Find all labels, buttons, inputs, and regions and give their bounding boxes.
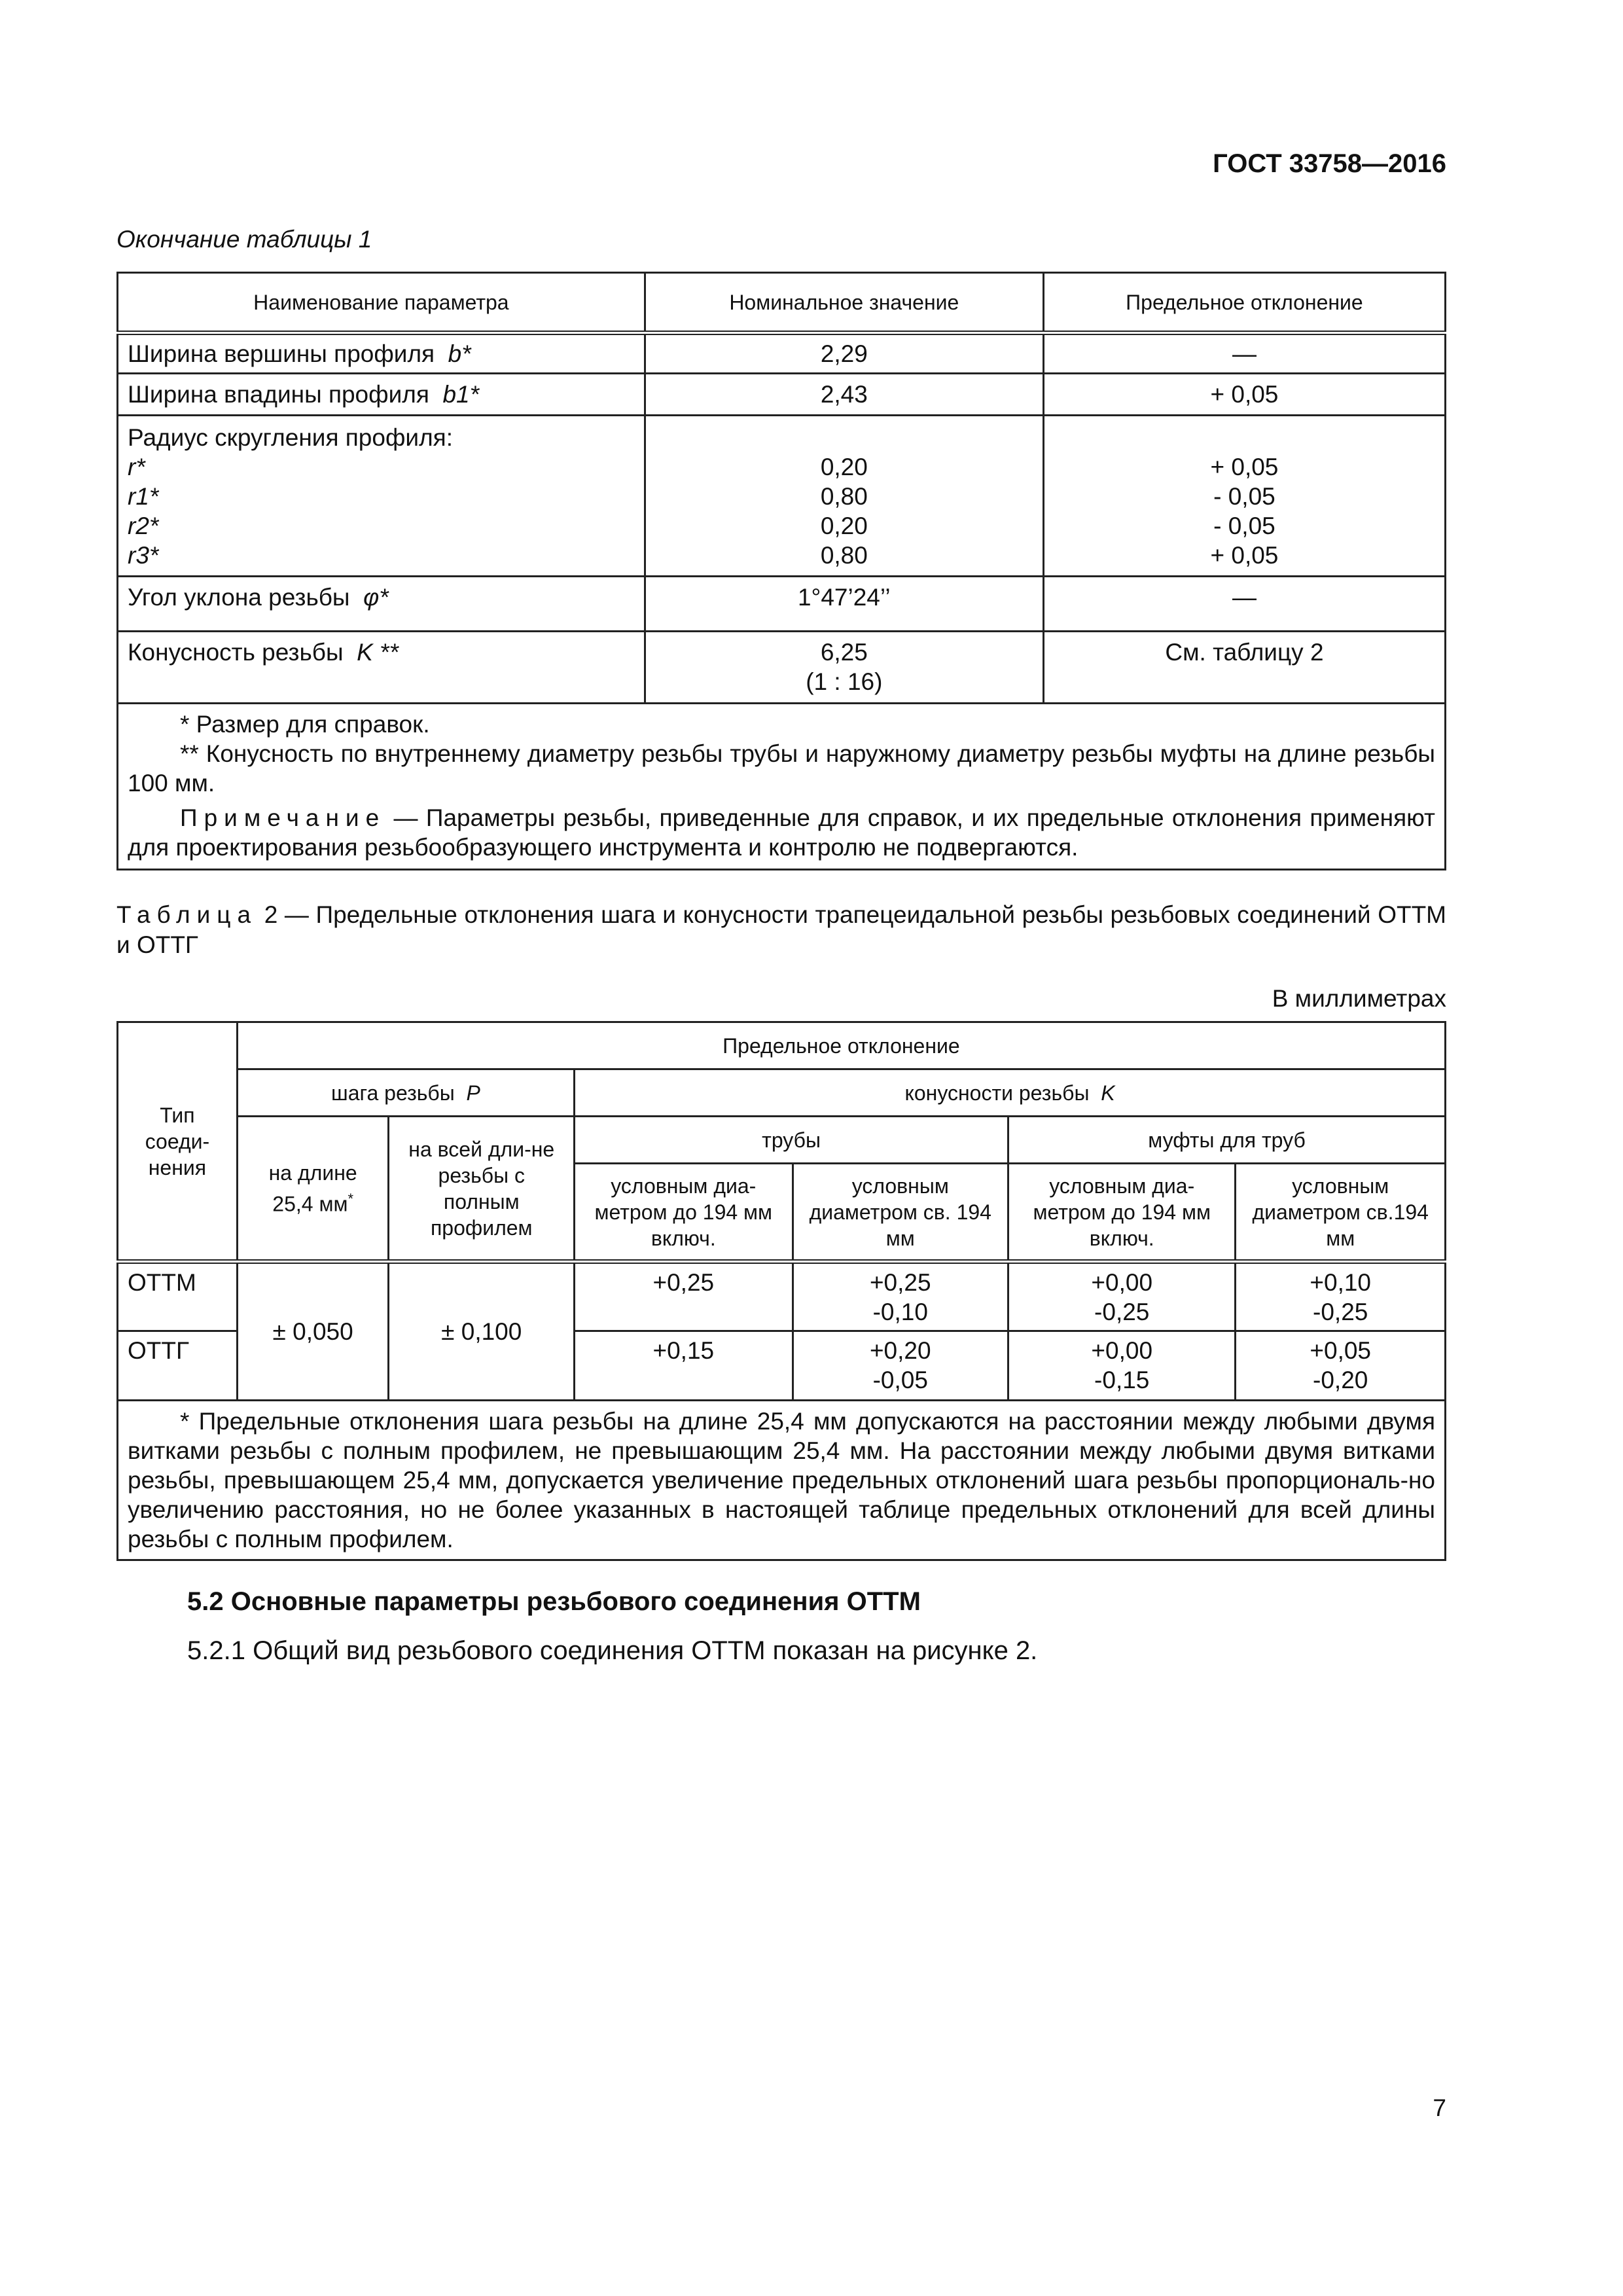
- t2-val: -0,10: [872, 1299, 928, 1325]
- footnote: * Предельные отклонения шага резьбы на длине 25,4 мм допускаются на расстоянии между любыми двумя витками резьбы с полным профилем, не превышающим 25,4 мм. На расстоянии между любыми двумя витками резьбы, превышающем 25,4 мм, допускается увеличение предельных отклонений шага резьбы пропорциональ-но увеличению расстояния, но не более указанных в настоящей таблице предельных отклонений для всей длины резьбы с полным профилем.: [128, 1408, 1435, 1552]
- param-symbol: φ*: [363, 584, 389, 611]
- param-symbol: r3*: [128, 542, 159, 569]
- page-number: 7: [1433, 2094, 1446, 2121]
- t2-len-label: на длине 25,4 мм: [268, 1160, 357, 1216]
- table2-label: Таблица: [116, 901, 258, 928]
- t2-val: +0,00: [1091, 1337, 1153, 1364]
- t2-val: +0,20: [869, 1337, 931, 1364]
- t1-nominal: 1°47’24’’: [645, 577, 1043, 632]
- t2-taper-label: конусности резьбы: [904, 1081, 1090, 1105]
- t2-p1: +0,25: [575, 1262, 793, 1331]
- table1-caption: Окончание таблицы 1: [116, 226, 372, 253]
- t2-taper-header: [575, 1069, 1446, 1117]
- param-symbol: K **: [357, 639, 399, 666]
- t2-type-header: Тип соеди-нения: [118, 1022, 238, 1262]
- t1-col-nominal: Номинальное значение: [645, 273, 1043, 333]
- t2-pitch-header: [237, 1069, 574, 1117]
- t1-tol: —: [1043, 577, 1445, 632]
- table2: [116, 1021, 1446, 1561]
- t1-nominal: [645, 632, 1043, 704]
- t2-len-header: [237, 1117, 389, 1262]
- t2-pitch-len: ± 0,050: [237, 1262, 389, 1401]
- t1-nominal: 2,43: [645, 374, 1043, 416]
- t1-tol: + 0,05: [1043, 374, 1445, 416]
- t2-val: +0,00: [1091, 1269, 1153, 1296]
- t2-val: -0,25: [1094, 1299, 1150, 1325]
- t2-pitch-full: ± 0,100: [389, 1262, 575, 1401]
- document-header: ГОСТ 33758—2016: [1213, 149, 1446, 178]
- t1-tol: [1043, 416, 1445, 577]
- t2-pipe-header: трубы: [575, 1117, 1008, 1164]
- t2-coupling-small-header: условным диа-метром до 194 мм включ.: [1008, 1164, 1236, 1262]
- param-name: Радиус скругления профиля:: [128, 424, 453, 451]
- param-name: Угол уклона резьбы: [128, 584, 350, 611]
- t2-val: +0,25: [869, 1269, 931, 1296]
- t2-footnote-cell: [118, 1401, 1446, 1560]
- note: [128, 803, 1435, 862]
- param-symbol: b*: [448, 340, 471, 367]
- t2-coupling-large-header: условным диаметром св.194 мм: [1236, 1164, 1446, 1262]
- param-symbol: r*: [128, 454, 145, 480]
- t2-val: +0,05: [1310, 1337, 1372, 1364]
- t1-value: 6,25: [820, 639, 868, 666]
- note-label: Примечание: [180, 804, 386, 831]
- t1-value: - 0,05: [1213, 483, 1275, 510]
- t2-c2: [1236, 1262, 1446, 1331]
- table2-title: [116, 900, 1446, 960]
- t2-val: +0,10: [1310, 1269, 1372, 1296]
- t1-value: 0,80: [820, 483, 868, 510]
- t1-row-name: [118, 577, 645, 632]
- t1-footnotes: [118, 704, 1446, 870]
- t2-taper-symbol: K: [1101, 1081, 1115, 1105]
- param-symbol: r1*: [128, 483, 159, 510]
- t1-tol: См. таблицу 2: [1043, 632, 1445, 704]
- param-name: Ширина вершины профиля: [128, 340, 435, 367]
- param-symbol: b1*: [442, 381, 479, 408]
- t2-val: -0,20: [1313, 1367, 1368, 1393]
- footnote: * Размер для справок.: [180, 711, 430, 738]
- t1-value: 0,80: [820, 542, 868, 569]
- section-title: 5.2 Основные параметры резьбового соединения ОТТМ: [187, 1587, 921, 1616]
- t1-value: (1 : 16): [806, 668, 883, 695]
- t1-col-name: Наименование параметра: [118, 273, 645, 333]
- t1-row-name: [118, 333, 645, 374]
- t2-val: -0,15: [1094, 1367, 1150, 1393]
- t2-pitch-symbol: P: [466, 1081, 480, 1105]
- t1-nominal: [645, 416, 1043, 577]
- t2-row-type: ОТТГ: [118, 1331, 238, 1401]
- t2-val: -0,05: [872, 1367, 928, 1393]
- t2-row-type: ОТТМ: [118, 1262, 238, 1331]
- t1-col-tol: Предельное отклонение: [1043, 273, 1445, 333]
- param-name: Ширина впадины профиля: [128, 381, 429, 408]
- t2-pipe-small-header: условным диа-метром до 194 мм включ.: [575, 1164, 793, 1262]
- t1-row-name: [118, 632, 645, 704]
- param-name: Конусность резьбы: [128, 639, 344, 666]
- t1-row-name: [118, 416, 645, 577]
- t2-dev-header: Предельное отклонение: [237, 1022, 1445, 1069]
- t1-value: 0,20: [820, 454, 868, 480]
- footnote: ** Конусность по внутреннему диаметру резьбы трубы и наружному диаметру резьбы муфты на длине резьбы 100 мм.: [128, 740, 1435, 797]
- t1-value: + 0,05: [1210, 542, 1279, 569]
- t2-p2: [793, 1331, 1008, 1401]
- units-label: В миллиметрах: [1272, 985, 1446, 1012]
- t2-coupling-header: муфты для труб: [1008, 1117, 1446, 1164]
- t2-full-header: на всей дли-не резьбы с полным профилем: [389, 1117, 575, 1262]
- t2-c1: [1008, 1262, 1236, 1331]
- table2-title-text: 2 — Предельные отклонения шага и конусности трапецеидальной резьбы резьбовых соединений ОТТМ и ОТТГ: [116, 901, 1446, 958]
- t1-value: - 0,05: [1213, 512, 1275, 539]
- section-paragraph: 5.2.1 Общий вид резьбового соединения ОТТМ показан на рисунке 2.: [187, 1636, 1038, 1665]
- t1-value: 0,20: [820, 512, 868, 539]
- t1-nominal: 2,29: [645, 333, 1043, 374]
- t1-value: + 0,05: [1210, 454, 1279, 480]
- t2-p2: [793, 1262, 1008, 1331]
- note-text: — Параметры резьбы, приведенные для справок, и их предельные отклонения применяют для проектирования резьбообразующего инструмента и контролю не подвергаются.: [128, 804, 1435, 861]
- t2-val: -0,25: [1313, 1299, 1368, 1325]
- param-symbol: r2*: [128, 512, 159, 539]
- table1: [116, 272, 1446, 870]
- t2-c2: [1236, 1331, 1446, 1401]
- t2-len-star: *: [348, 1190, 353, 1207]
- t2-pitch-label: шага резьбы: [331, 1081, 455, 1105]
- t2-pipe-large-header: условным диаметром св. 194 мм: [793, 1164, 1008, 1262]
- t1-row-name: [118, 374, 645, 416]
- t1-tol: —: [1043, 333, 1445, 374]
- t2-p1: +0,15: [575, 1331, 793, 1401]
- t2-c1: [1008, 1331, 1236, 1401]
